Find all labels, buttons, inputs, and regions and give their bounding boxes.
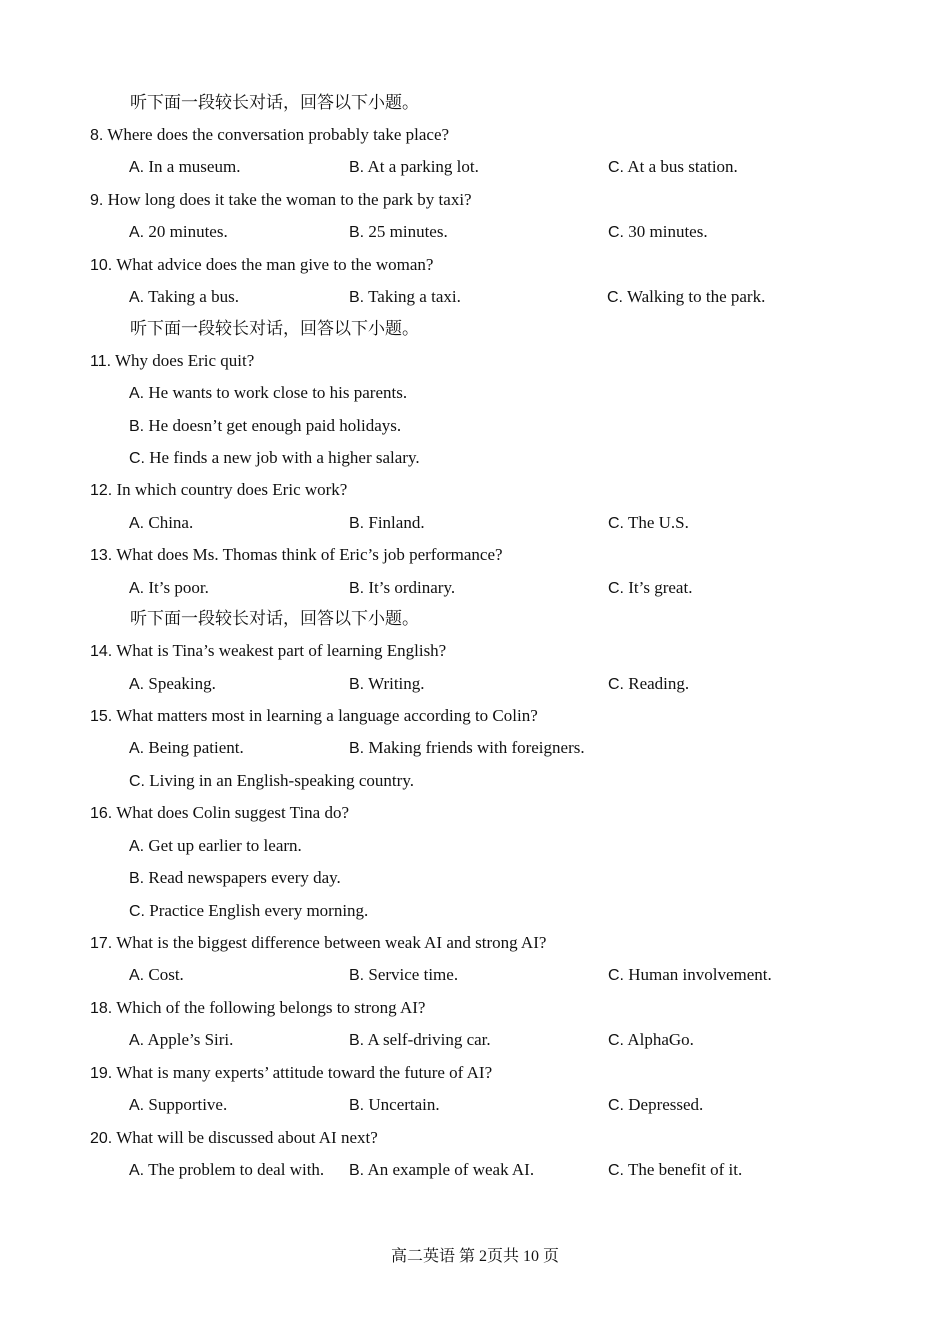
option-c bbox=[129, 770, 414, 793]
option-a bbox=[129, 577, 209, 600]
option-letter: A. bbox=[129, 1162, 145, 1179]
option-letter: B. bbox=[349, 580, 365, 597]
question-11 bbox=[90, 350, 254, 373]
option-text: Depressed. bbox=[628, 1095, 704, 1114]
question-number: 15. bbox=[90, 708, 113, 725]
question-number: 20. bbox=[90, 1130, 113, 1147]
question-number: 8. bbox=[90, 127, 104, 144]
question-8 bbox=[90, 124, 449, 147]
option-a bbox=[129, 221, 228, 244]
option-text: Making friends with foreigners. bbox=[368, 738, 585, 757]
question-text: What does Colin suggest Tina do? bbox=[116, 803, 350, 822]
option-letter: C. bbox=[608, 515, 624, 532]
option-letter: A. bbox=[129, 676, 145, 693]
option-text: He wants to work close to his parents. bbox=[148, 383, 408, 402]
option-letter: C. bbox=[608, 580, 624, 597]
option-letter: A. bbox=[129, 289, 145, 306]
option-text: In a museum. bbox=[148, 157, 241, 176]
option-text: China. bbox=[148, 513, 194, 532]
question-text: What matters most in learning a language according to Colin? bbox=[116, 706, 538, 725]
option-letter: B. bbox=[349, 1097, 365, 1114]
option-b bbox=[349, 512, 425, 535]
option-text: Being patient. bbox=[148, 738, 244, 757]
question-number: 14. bbox=[90, 643, 113, 660]
option-b bbox=[349, 156, 479, 179]
question-17 bbox=[90, 932, 546, 955]
option-c bbox=[607, 286, 765, 309]
option-c bbox=[608, 1029, 694, 1052]
question-text: Where does the conversation probably take place? bbox=[107, 125, 450, 144]
option-letter: B. bbox=[349, 967, 365, 984]
option-letter: C. bbox=[608, 1162, 624, 1179]
option-b bbox=[349, 673, 425, 696]
option-letter: A. bbox=[129, 580, 145, 597]
option-text: The U.S. bbox=[627, 513, 689, 532]
option-c bbox=[608, 156, 738, 179]
option-letter: C. bbox=[607, 289, 623, 306]
option-letter: B. bbox=[129, 870, 145, 887]
option-letter: B. bbox=[349, 515, 365, 532]
option-text: Reading. bbox=[628, 674, 690, 693]
option-letter: A. bbox=[129, 740, 145, 757]
option-text: Practice English every morning. bbox=[149, 901, 369, 920]
question-text: What will be discussed about AI next? bbox=[116, 1128, 378, 1147]
question-text: How long does it take the woman to the park by taxi? bbox=[107, 190, 472, 209]
option-letter: A. bbox=[129, 1032, 145, 1049]
question-number: 9. bbox=[90, 192, 104, 209]
option-letter: B. bbox=[349, 676, 365, 693]
question-10 bbox=[90, 254, 433, 277]
option-text: Read newspapers every day. bbox=[148, 868, 341, 887]
question-number: 11. bbox=[90, 353, 112, 370]
option-a bbox=[129, 1029, 233, 1052]
option-b bbox=[349, 577, 455, 600]
option-text: The problem to deal with. bbox=[148, 1160, 325, 1179]
option-letter: A. bbox=[129, 159, 145, 176]
option-text: Taking a taxi. bbox=[368, 287, 461, 306]
option-letter: B. bbox=[349, 224, 365, 241]
option-letter: C. bbox=[608, 967, 624, 984]
option-letter: A. bbox=[129, 385, 145, 402]
question-number: 12. bbox=[90, 482, 113, 499]
option-text: He doesn’t get enough paid holidays. bbox=[148, 416, 402, 435]
section-instruction: 听下面一段较长对话，回答以下小题。 bbox=[130, 609, 419, 628]
question-text: What does Ms. Thomas think of Eric’s job performance? bbox=[116, 545, 503, 564]
option-letter: B. bbox=[129, 418, 145, 435]
option-b bbox=[349, 737, 585, 760]
option-c bbox=[608, 964, 772, 987]
option-c bbox=[608, 1159, 742, 1182]
option-text: Apple’s Siri. bbox=[147, 1030, 234, 1049]
question-text: What is Tina’s weakest part of learning English? bbox=[116, 641, 447, 660]
option-letter: C. bbox=[129, 903, 145, 920]
question-text: What is the biggest difference between weak AI and strong AI? bbox=[116, 933, 547, 952]
option-c bbox=[608, 673, 689, 696]
option-text: AlphaGo. bbox=[627, 1030, 694, 1049]
option-c bbox=[129, 447, 420, 470]
question-9 bbox=[90, 189, 472, 212]
option-c bbox=[608, 1094, 703, 1117]
option-text: At a bus station. bbox=[627, 157, 738, 176]
option-c bbox=[608, 577, 692, 600]
option-text: 25 minutes. bbox=[368, 222, 448, 241]
option-text: Living in an English-speaking country. bbox=[149, 771, 414, 790]
question-number: 18. bbox=[90, 1000, 113, 1017]
option-letter: C. bbox=[129, 773, 145, 790]
option-text: Writing. bbox=[368, 674, 425, 693]
question-text: In which country does Eric work? bbox=[116, 480, 348, 499]
option-c bbox=[129, 900, 368, 923]
question-14 bbox=[90, 640, 446, 663]
option-text: Taking a bus. bbox=[148, 287, 239, 306]
option-c bbox=[608, 221, 708, 244]
option-b bbox=[129, 415, 401, 438]
option-letter: A. bbox=[129, 515, 145, 532]
option-text: Uncertain. bbox=[368, 1095, 440, 1114]
option-a bbox=[129, 382, 407, 405]
option-text: An example of weak AI. bbox=[367, 1160, 535, 1179]
option-letter: B. bbox=[349, 1032, 365, 1049]
option-letter: C. bbox=[608, 1032, 624, 1049]
option-a bbox=[129, 964, 184, 987]
option-text: 20 minutes. bbox=[148, 222, 228, 241]
option-a bbox=[129, 1094, 227, 1117]
question-12 bbox=[90, 479, 347, 502]
option-text: 30 minutes. bbox=[628, 222, 708, 241]
option-letter: B. bbox=[349, 159, 365, 176]
option-b bbox=[349, 1029, 491, 1052]
option-text: The benefit of it. bbox=[627, 1160, 743, 1179]
option-letter: C. bbox=[608, 224, 624, 241]
question-text: What is many experts’ attitude toward the future of AI? bbox=[116, 1063, 493, 1082]
option-text: At a parking lot. bbox=[367, 157, 479, 176]
option-text: Human involvement. bbox=[628, 965, 772, 984]
option-text: Cost. bbox=[148, 965, 184, 984]
question-number: 19. bbox=[90, 1065, 113, 1082]
option-text: A self-driving car. bbox=[367, 1030, 491, 1049]
option-a bbox=[129, 156, 240, 179]
question-text: Why does Eric quit? bbox=[115, 351, 255, 370]
section-instruction: 听下面一段较长对话，回答以下小题。 bbox=[130, 93, 419, 112]
option-b bbox=[349, 1094, 440, 1117]
question-20 bbox=[90, 1127, 378, 1150]
question-15 bbox=[90, 705, 538, 728]
option-letter: C. bbox=[608, 1097, 624, 1114]
question-19 bbox=[90, 1062, 492, 1085]
option-text: It’s ordinary. bbox=[368, 578, 456, 597]
question-number: 17. bbox=[90, 935, 113, 952]
option-b bbox=[349, 221, 448, 244]
option-c bbox=[608, 512, 689, 535]
page-footer: 高二英语 第 2页共 10 页 bbox=[390, 1248, 559, 1265]
question-text: What advice does the man give to the woman? bbox=[116, 255, 434, 274]
option-letter: B. bbox=[349, 289, 365, 306]
question-number: 13. bbox=[90, 547, 113, 564]
option-a bbox=[129, 286, 239, 309]
option-b bbox=[349, 286, 461, 309]
option-text: He finds a new job with a higher salary. bbox=[149, 448, 420, 467]
option-text: Service time. bbox=[368, 965, 459, 984]
option-letter: C. bbox=[608, 159, 624, 176]
option-a bbox=[129, 835, 302, 858]
question-number: 10. bbox=[90, 257, 113, 274]
question-number: 16. bbox=[90, 805, 113, 822]
option-letter: C. bbox=[129, 450, 145, 467]
option-text: It’s poor. bbox=[148, 578, 209, 597]
option-text: Speaking. bbox=[148, 674, 216, 693]
option-a bbox=[129, 737, 244, 760]
question-13 bbox=[90, 544, 503, 567]
option-letter: B. bbox=[349, 740, 365, 757]
option-b bbox=[349, 964, 458, 987]
option-b bbox=[129, 867, 341, 890]
option-b bbox=[349, 1159, 534, 1182]
question-16 bbox=[90, 802, 349, 825]
option-letter: A. bbox=[129, 838, 145, 855]
option-text: Supportive. bbox=[148, 1095, 228, 1114]
option-letter: B. bbox=[349, 1162, 365, 1179]
option-a bbox=[129, 673, 216, 696]
option-a bbox=[129, 1159, 324, 1182]
option-text: Get up earlier to learn. bbox=[148, 836, 302, 855]
question-18 bbox=[90, 997, 425, 1020]
option-a bbox=[129, 512, 193, 535]
option-letter: C. bbox=[608, 676, 624, 693]
option-letter: A. bbox=[129, 1097, 145, 1114]
option-text: Finland. bbox=[368, 513, 425, 532]
option-text: Walking to the park. bbox=[626, 287, 766, 306]
option-letter: A. bbox=[129, 224, 145, 241]
question-text: Which of the following belongs to strong AI? bbox=[116, 998, 426, 1017]
section-instruction: 听下面一段较长对话，回答以下小题。 bbox=[130, 319, 419, 338]
option-text: It’s great. bbox=[628, 578, 693, 597]
option-letter: A. bbox=[129, 967, 145, 984]
